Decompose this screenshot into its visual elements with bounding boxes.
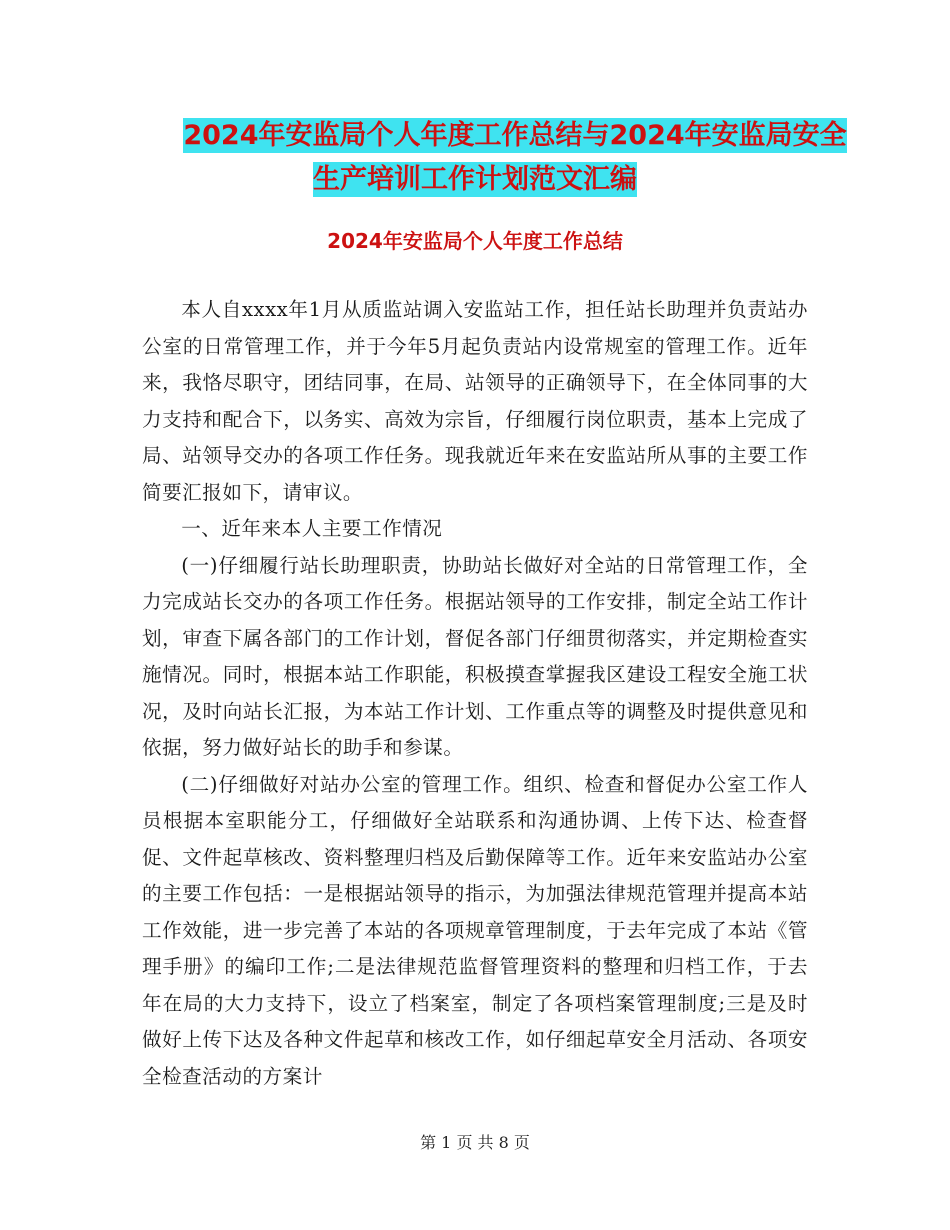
- page-footer: 第 1 页 共 8 页: [420, 1133, 530, 1152]
- paragraph-item-2: (二)仔细做好对站办公室的管理工作。组织、检查和督促办公室工作人员根据本室职能分工，仔细做好全站联系和沟通协调、上传下达、检查督促、文件起草核改、资料整理归档及后勤保障等工作。近年来安监站办公室的主要工作包括：一是根据站领导的指示，为加强法律规范管理并提高本站工作效能，进一步完善了本站的各项规章管理制度，于去年完成了本站《管理手册》的编印工作;二是法律规范监督管理资料的整理和归档工作，于去年在局的大力支持下，设立了档案室，制定了各项档案管理制度;三是及时做好上传下达及各种文件起草和核改工作，如仔细起草安全月活动、各项安全检查活动的方案计: [142, 772, 808, 1088]
- document-body: [142, 292, 808, 1095]
- section-title: 2024年安监局个人年度工作总结: [327, 229, 623, 253]
- paragraph-heading-1: 一、近年来本人主要工作情况: [181, 517, 443, 540]
- document-title-line-2: [0, 157, 950, 196]
- document-title-line-1: [40, 113, 950, 152]
- title-highlight-2: 生产培训工作计划范文汇编: [313, 164, 637, 195]
- paragraph-intro: 本人自xxxx年1月从质监站调入安监站工作，担任站长助理并负责站办公室的日常管理工作，并于今年5月起负责站内设常规室的管理工作。近年来，我恪尽职守，团结同事，在局、站领导的正确领导下，在全体同事的大力支持和配合下，以务实、高效为宗旨，仔细履行岗位职责，基本上完成了局、站领导交办的各项工作任务。现我就近年来在安监站所从事的主要工作简要汇报如下，请审议。: [142, 298, 808, 504]
- paragraph-item-1: (一)仔细履行站长助理职责，协助站长做好对全站的日常管理工作，全力完成站长交办的各项工作任务。根据站领导的工作安排，制定全站工作计划，审查下属各部门的工作计划，督促各部门仔细贯彻落实，并定期检查实施情况。同时，根据本站工作职能，积极摸查掌握我区建设工程安全施工状况，及时向站长汇报，为本站工作计划、工作重点等的调整及时提供意见和依据，努力做好站长的助手和参谋。: [142, 553, 808, 759]
- title-highlight-1: 2024年安监局个人年度工作总结与2024年安监局安全: [183, 120, 847, 151]
